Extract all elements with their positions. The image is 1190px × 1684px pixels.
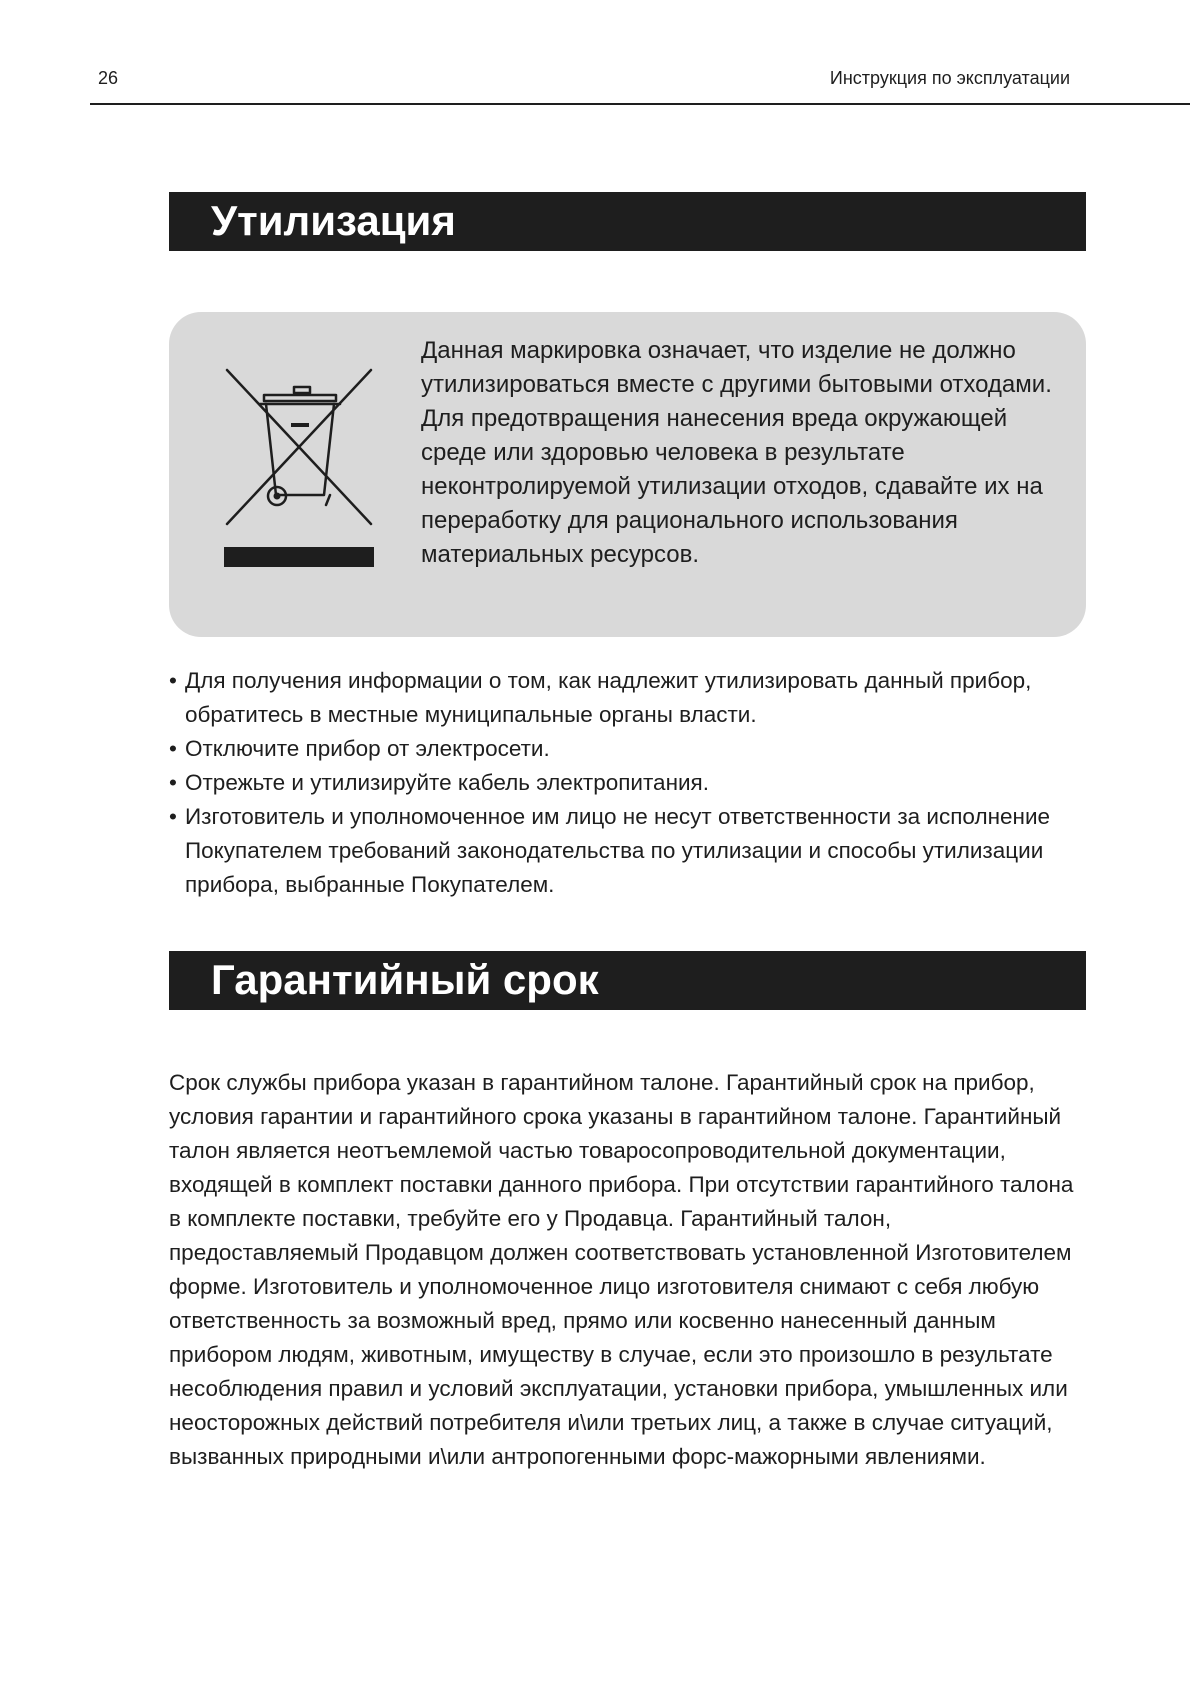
list-item: • Отключите прибор от электросети. [169, 732, 1086, 766]
section-heading-disposal [169, 192, 1086, 251]
page-number: 26 [98, 68, 119, 88]
section-title-disposal: Утилизация [211, 197, 456, 244]
header-divider [90, 103, 1190, 105]
list-item: • Изготовитель и уполномоченное им лицо не несут ответственности за исполнение Покупателем требований законодательства по утилизации и способы утилизации прибора, выбранные Покупателем. [169, 800, 1086, 902]
page-header [90, 62, 1190, 104]
document-title: Инструкция по эксплуатации [829, 68, 1070, 88]
list-item: • Отрежьте и утилизируйте кабель электропитания. [169, 766, 1086, 800]
section-heading-warranty [169, 951, 1086, 1010]
warranty-paragraph: Срок службы прибора указан в гарантийном талоне. Гарантийный срок на прибор, условия гарантии и гарантийного срока указаны в гарантийном талоне. Гарантийный талон является неотъемлемой частью товаросопроводительной документации, входящей в комплект поставки данного прибора. При отсутствии гарантийного талона в комплекте поставки, требуйте его у Продавца. Гарантийный талон, предоставляемый Продавцом должен соответствовать установленной Изготовителем форме. Изготовитель и уполномоченное лицо изготовителя снимают с себя любую ответственность за возможный вред, прямо или косвенно нанесенный данным прибором людям, животным, имуществу в случае, если это произошло в результате несоблюдения правил и условий эксплуатации, установки прибора, умышленных или неосторожных действий потребителя и\или третьих лиц, а также в случае ситуаций, вызванных природными и\или антропогенными форс-мажорными явлениями. [169, 1070, 1074, 1469]
disposal-notice-box [169, 312, 1086, 637]
crossed-out-wheelie-bin-icon [224, 367, 374, 567]
disposal-instructions-list [169, 664, 1086, 902]
disposal-notice-text: Данная маркировка означает, что изделие не должно утилизироваться вместе с другими бытовыми отходами. Для предотвращения нанесения вреда окружающей среде или здоровью человека в результате неконтролируемой утилизации отходов, сдавайте их на переработку для рационального использования материальных ресурсов. [421, 337, 1052, 568]
list-item: • Для получения информации о том, как надлежит утилизировать данный прибор, обратитесь в местные муниципальные органы власти. [169, 664, 1086, 732]
section-title-warranty: Гарантийный срок [211, 956, 599, 1003]
